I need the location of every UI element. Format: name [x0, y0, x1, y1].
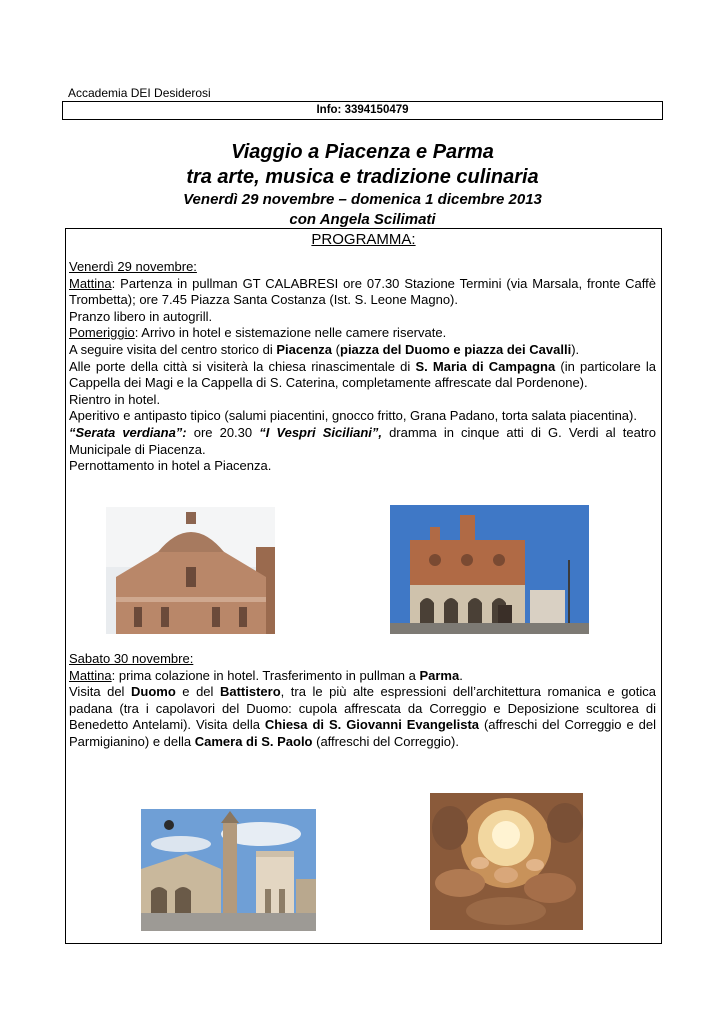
day2-date: Sabato 30 novembre:	[69, 651, 194, 666]
day1-visit-places: piazza del Duomo e piazza dei Cavalli	[340, 341, 572, 357]
day1-evening-post: dramma in cinque atti di G. Verdi al teatro Municipale di Piacenza.	[69, 424, 656, 457]
day1-visit-pre: A seguire visita del centro storico di	[69, 341, 277, 357]
info-box: Info: 3394150479	[62, 101, 663, 120]
day1-church-name: S. Maria di Campagna	[415, 358, 556, 374]
day2-battistero: Battistero	[219, 684, 281, 700]
photo-santa-maria-di-campagna	[106, 507, 275, 634]
day1-visit-post: ).	[571, 341, 580, 357]
day2-morning-text: : prima colazione in hotel. Trasferimento in pullman a	[111, 667, 420, 683]
day2-morning-end: .	[459, 667, 463, 683]
day1-aperitif: Aperitivo e antipasto tipico (salumi piacentini, gnocco fritto, Grana Padano, torta salata piacentina).	[69, 408, 637, 424]
day1-overnight: Pernottamento in hotel a Piacenza.	[69, 458, 272, 474]
day1-afternoon-text: : Arrivo in hotel e sistemazione nelle camere riservate.	[134, 325, 447, 341]
organization-name: Accademia DEI Desiderosi	[68, 86, 211, 100]
day1-morning-text: : Partenza in pullman GT CALABRESI ore 07.30 Stazione Termini (via Marsala, fronte Caffè Trombetta); ore 7.45 Piazza Santa Costanza (Ist. S. Leone Magno).	[69, 275, 656, 308]
day2-morning-label: Mattina	[69, 667, 112, 683]
day1-visit-city: Piacenza	[276, 341, 333, 357]
day1-evening-label: “Serata verdiana”:	[69, 424, 187, 440]
title-line-1: Viaggio a Piacenza e Parma	[231, 141, 494, 163]
photo-correggio-fresco	[430, 793, 583, 930]
trip-dates: Venerdì 29 novembre – domenica 1 dicembre 2013	[183, 191, 542, 208]
day2-chiesa: Chiesa di S. Giovanni Evangelista	[264, 717, 480, 733]
day1-visit-mid: (	[332, 341, 340, 357]
photo-parma-duomo-battistero	[141, 809, 316, 931]
day1-lunch: Pranzo libero in autogrill.	[69, 308, 213, 324]
day1-church-post: (in particolare la Cappella dei Magi e la Cappella di S. Caterina, completamente affrescate dal Pordenone).	[69, 358, 656, 391]
title-line-2: tra arte, musica e tradizione culinaria	[186, 166, 539, 188]
program-heading: PROGRAMMA:	[311, 231, 416, 248]
day1-evening-opera: “I Vespri Siciliani”,	[259, 424, 382, 440]
day1-afternoon-label: Pomeriggio	[69, 325, 135, 341]
day2-visit-5: (affreschi del Correggio).	[312, 733, 459, 749]
day1-return: Rientro in hotel.	[69, 391, 161, 407]
day2-visit-3: , tra le più alte espressioni dell’architettura romanica e gotica padana (tra i capolavori del Duomo: cupola affrescata da Correggio e Deposizione scultorea di Benedetto Antelami). Visita della	[69, 684, 656, 733]
day1-morning-label: Mattina	[69, 275, 112, 291]
day2-duomo: Duomo	[130, 684, 176, 700]
day1-evening-mid: ore 20.30	[186, 424, 260, 440]
trip-guide: con Angela Scilimati	[289, 211, 436, 228]
day2-visit-2: e del	[175, 684, 220, 700]
day2-visit-1: Visita del	[69, 684, 131, 700]
day1-date: Venerdì 29 novembre:	[69, 259, 197, 274]
day2-morning-city: Parma	[419, 667, 460, 683]
day2-camera: Camera di S. Paolo	[194, 733, 313, 749]
program-box	[65, 228, 662, 944]
title-block	[62, 140, 663, 230]
day1-section	[69, 259, 656, 475]
photo-palazzo-gotico	[390, 505, 589, 634]
day2-visit-4: (affreschi del Correggio e del Parmigianino) e della	[69, 717, 657, 749]
day1-church-pre: Alle porte della città si visiterà la chiesa rinascimentale di	[69, 358, 416, 374]
day2-section	[69, 651, 656, 751]
